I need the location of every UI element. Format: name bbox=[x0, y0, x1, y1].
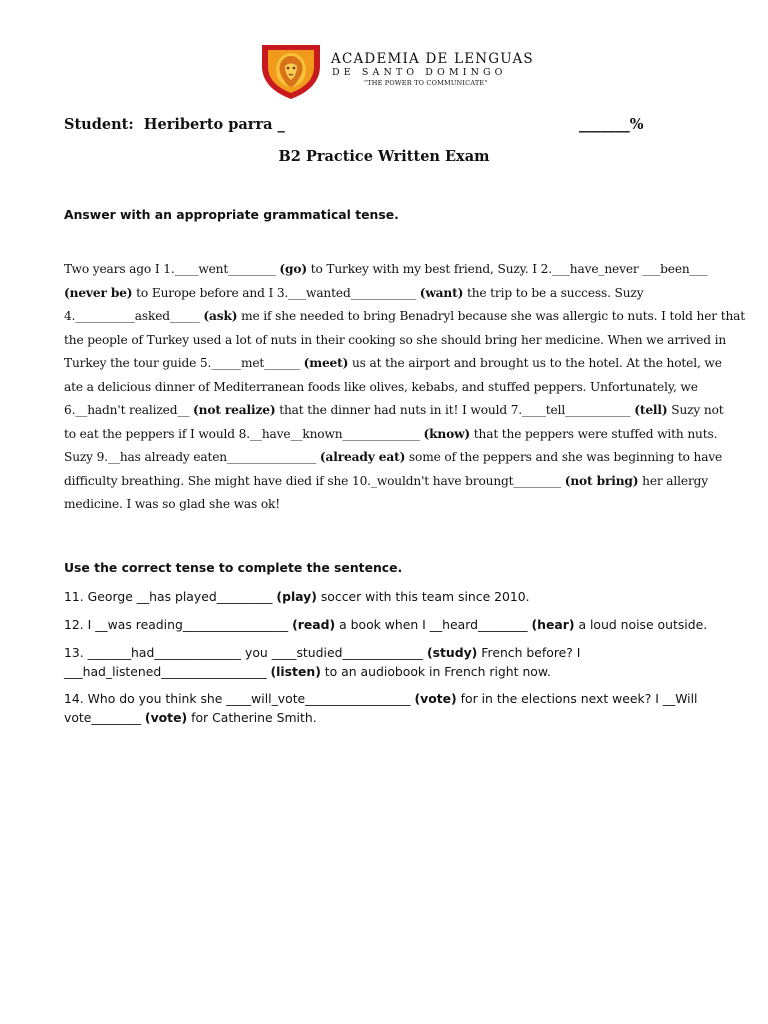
verb-cue: (meet) bbox=[303, 356, 349, 370]
verb-cue: (vote) bbox=[414, 691, 457, 706]
verb-cue: (play) bbox=[276, 589, 317, 604]
verb-cue: (listen) bbox=[270, 664, 321, 679]
verb-cue: (go) bbox=[279, 262, 307, 276]
student-label: Student: bbox=[64, 116, 134, 133]
verb-cue: (not realize) bbox=[193, 403, 276, 417]
org-motto: "THE POWER TO COMMUNICATE" bbox=[364, 79, 488, 87]
student-name: Heriberto parra _ bbox=[143, 116, 285, 133]
paragraph-line-3: 4.__________asked_____ (ask) me if she needed to bring Benadryl because she was allergic to nuts. I told her that bbox=[64, 309, 746, 323]
question-line-5: 14. Who do you think she ____will_vote_________________ (vote) for in the elections next week? I __Will bbox=[64, 691, 698, 706]
student-line bbox=[64, 116, 285, 133]
paragraph-line-10: difficulty breathing. She might have died if she 10._wouldn't have broungt________ (not bring) her allergy bbox=[64, 474, 709, 488]
question-line-3: 13. _______had______________ you ____studied_____________ (study) French before? I bbox=[64, 645, 581, 660]
paragraph-line-8: to eat the peppers if I would 8.__have__known_____________ (know) that the peppers were stuffed with nuts. bbox=[64, 427, 718, 441]
question-line-2: 12. I __was reading_________________ (read) a book when I __heard________ (hear) a loud noise outside. bbox=[64, 617, 708, 632]
verb-cue: (already eat) bbox=[319, 450, 406, 464]
org-name: ACADEMIA DE LENGUAS bbox=[331, 51, 534, 67]
question-line-4: ___had_listened_________________ (listen) to an audiobook in French right now. bbox=[64, 664, 551, 679]
section2-heading: Use the correct tense to complete the sentence. bbox=[64, 560, 403, 575]
verb-cue: (hear) bbox=[531, 617, 575, 632]
verb-cue: (tell) bbox=[634, 403, 668, 417]
verb-cue: (read) bbox=[292, 617, 336, 632]
paragraph-line-4: the people of Turkey used a lot of nuts in their cooking so she should bring her medicine. When we arrived in bbox=[64, 333, 727, 347]
verb-cue: (never be) bbox=[64, 286, 133, 300]
question-line-1: 11. George __has played_________ (play) soccer with this team since 2010. bbox=[64, 589, 530, 604]
paragraph-line-7: 6.__hadn't realized__ (not realize) that the dinner had nuts in it! I would 7.____tell___________ (tell) Suzy not bbox=[64, 403, 724, 417]
verb-cue: (know) bbox=[423, 427, 471, 441]
verb-cue: (ask) bbox=[203, 309, 238, 323]
paragraph-line-6: ate a delicious dinner of Mediterranean foods like olives, kebabs, and stuffed peppers. Unfortunately, we bbox=[64, 380, 698, 394]
paragraph-line-2: (never be) to Europe before and I 3.___wanted___________ (want) the trip to be a success. Suzy bbox=[64, 286, 644, 300]
org-subtitle: DE SANTO DOMINGO bbox=[332, 67, 507, 78]
score-blank: _______% bbox=[579, 116, 644, 133]
question-line-6: vote________ (vote) for Catherine Smith. bbox=[64, 710, 317, 725]
organization-wordmark bbox=[331, 52, 591, 88]
paragraph-line-5: Turkey the tour guide 5._____met______ (meet) us at the airport and brought us to the hotel. At the hotel, we bbox=[64, 356, 722, 370]
paragraph-line-1: Two years ago I 1.____went________ (go) to Turkey with my best friend, Suzy. I 2.___have_never ___been___ bbox=[64, 262, 708, 276]
lion-shield-logo bbox=[260, 42, 322, 100]
exam-title: B2 Practice Written Exam bbox=[278, 148, 490, 165]
paragraph-line-11: medicine. I was so glad she was ok! bbox=[64, 497, 281, 511]
verb-cue: (study) bbox=[426, 645, 478, 660]
verb-cue: (vote) bbox=[144, 710, 188, 725]
section1-heading: Answer with an appropriate grammatical tense. bbox=[64, 207, 399, 222]
verb-cue: (not bring) bbox=[564, 474, 639, 488]
verb-cue: (want) bbox=[419, 286, 464, 300]
paragraph-line-9: Suzy 9.__has already eaten_______________ (already eat) some of the peppers and she was beginning to have bbox=[64, 450, 723, 464]
